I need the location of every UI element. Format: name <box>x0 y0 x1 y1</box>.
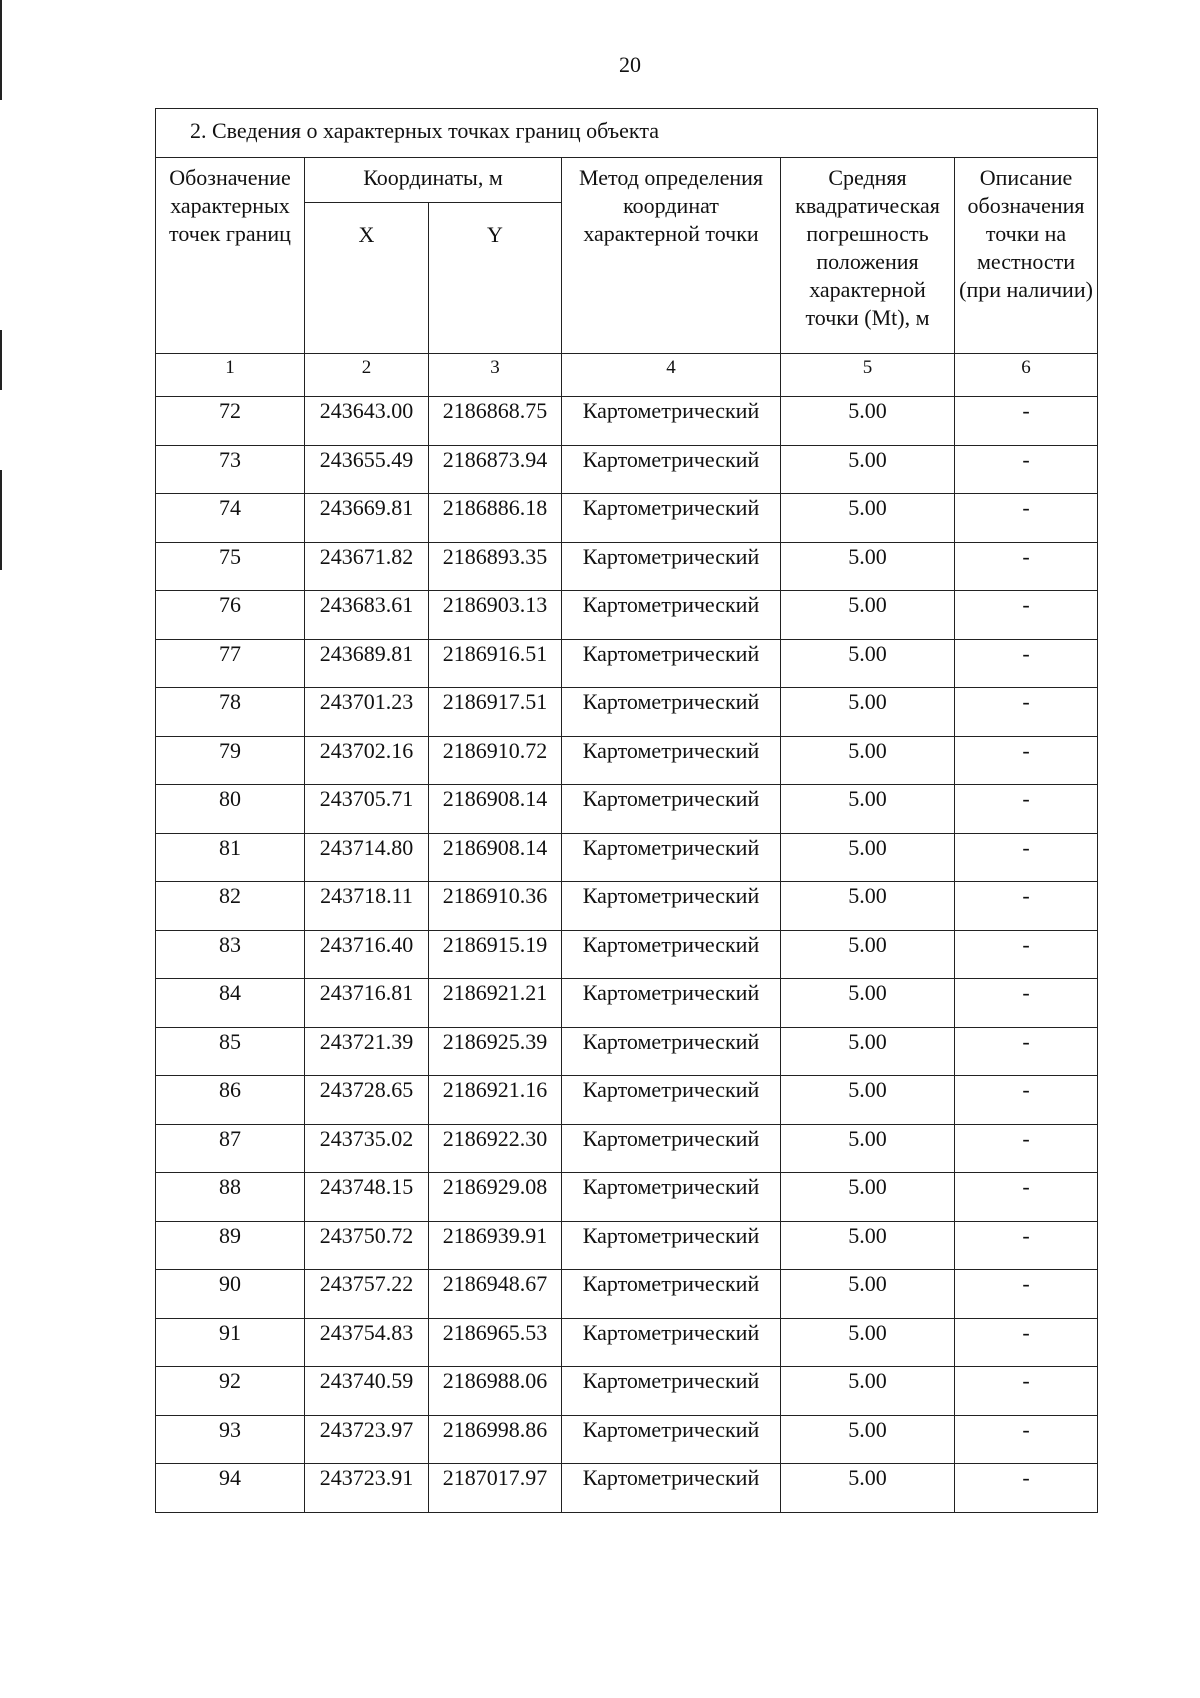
cell-description: - <box>955 445 1098 494</box>
cell-description: - <box>955 688 1098 737</box>
cell-description: - <box>955 639 1098 688</box>
cell-method: Картометрический <box>562 445 781 494</box>
cell-error: 5.00 <box>781 1027 955 1076</box>
cell-point-id: 84 <box>156 979 305 1028</box>
header-y: Y <box>429 203 562 354</box>
cell-point-id: 76 <box>156 591 305 640</box>
cell-point-id: 87 <box>156 1124 305 1173</box>
cell-point-id: 82 <box>156 882 305 931</box>
cell-method: Картометрический <box>562 1221 781 1270</box>
column-number: 3 <box>429 354 562 397</box>
cell-y: 2186908.14 <box>429 833 562 882</box>
cell-method: Картометрический <box>562 1415 781 1464</box>
cell-y: 2187017.97 <box>429 1464 562 1513</box>
cell-error: 5.00 <box>781 1367 955 1416</box>
cell-x: 243683.61 <box>305 591 429 640</box>
cell-description: - <box>955 1221 1098 1270</box>
cell-point-id: 83 <box>156 930 305 979</box>
table-row <box>156 1173 1098 1222</box>
table-row <box>156 1367 1098 1416</box>
cell-description: - <box>955 1124 1098 1173</box>
cell-method: Картометрический <box>562 785 781 834</box>
cell-method: Картометрический <box>562 639 781 688</box>
header-x: X <box>305 203 429 354</box>
cell-point-id: 77 <box>156 639 305 688</box>
table-row <box>156 882 1098 931</box>
cell-x: 243740.59 <box>305 1367 429 1416</box>
cell-error: 5.00 <box>781 1415 955 1464</box>
cell-method: Картометрический <box>562 1076 781 1125</box>
cell-error: 5.00 <box>781 1173 955 1222</box>
cell-method: Картометрический <box>562 397 781 446</box>
cell-error: 5.00 <box>781 1318 955 1367</box>
cell-y: 2186939.91 <box>429 1221 562 1270</box>
cell-description: - <box>955 736 1098 785</box>
column-number: 4 <box>562 354 781 397</box>
table-title: 2. Сведения о характерных точках границ объекта <box>156 109 1098 158</box>
cell-error: 5.00 <box>781 688 955 737</box>
header-error: Средняя квадратическая погрешность положения характерной точки (Mt), м <box>781 158 955 354</box>
cell-error: 5.00 <box>781 494 955 543</box>
cell-method: Картометрический <box>562 979 781 1028</box>
cell-error: 5.00 <box>781 397 955 446</box>
cell-method: Картометрический <box>562 882 781 931</box>
cell-y: 2186988.06 <box>429 1367 562 1416</box>
cell-error: 5.00 <box>781 785 955 834</box>
cell-point-id: 92 <box>156 1367 305 1416</box>
cell-y: 2186908.14 <box>429 785 562 834</box>
table-row <box>156 833 1098 882</box>
cell-method: Картометрический <box>562 591 781 640</box>
cell-x: 243728.65 <box>305 1076 429 1125</box>
cell-x: 243701.23 <box>305 688 429 737</box>
header-description: Описание обозначения точки на местности (при наличии) <box>955 158 1098 354</box>
table-row <box>156 1221 1098 1270</box>
scan-edge-mark-middle <box>0 330 2 390</box>
cell-point-id: 74 <box>156 494 305 543</box>
cell-x: 243757.22 <box>305 1270 429 1319</box>
cell-method: Картометрический <box>562 930 781 979</box>
cell-y: 2186921.16 <box>429 1076 562 1125</box>
cell-y: 2186915.19 <box>429 930 562 979</box>
table-row <box>156 1318 1098 1367</box>
cell-description: - <box>955 397 1098 446</box>
cell-description: - <box>955 1367 1098 1416</box>
cell-y: 2186916.51 <box>429 639 562 688</box>
cell-x: 243705.71 <box>305 785 429 834</box>
cell-x: 243723.91 <box>305 1464 429 1513</box>
table-row <box>156 494 1098 543</box>
cell-description: - <box>955 1173 1098 1222</box>
cell-y: 2186929.08 <box>429 1173 562 1222</box>
cell-method: Картометрический <box>562 833 781 882</box>
page-number: 20 <box>619 52 641 77</box>
cell-point-id: 89 <box>156 1221 305 1270</box>
cell-error: 5.00 <box>781 1270 955 1319</box>
cell-point-id: 80 <box>156 785 305 834</box>
scan-edge-mark-lower <box>0 470 2 570</box>
table-row <box>156 1464 1098 1513</box>
cell-error: 5.00 <box>781 639 955 688</box>
cell-y: 2186910.36 <box>429 882 562 931</box>
cell-error: 5.00 <box>781 736 955 785</box>
cell-x: 243716.40 <box>305 930 429 979</box>
header-row <box>156 158 1098 203</box>
cell-error: 5.00 <box>781 1076 955 1125</box>
cell-x: 243702.16 <box>305 736 429 785</box>
cell-x: 243750.72 <box>305 1221 429 1270</box>
cell-description: - <box>955 1076 1098 1125</box>
table-title-row <box>156 109 1098 158</box>
header-designation: Обозначение характерных точек границ <box>156 158 305 354</box>
table-row <box>156 979 1098 1028</box>
cell-error: 5.00 <box>781 833 955 882</box>
boundary-points-table <box>155 108 1098 1513</box>
cell-description: - <box>955 979 1098 1028</box>
table-row <box>156 1415 1098 1464</box>
cell-error: 5.00 <box>781 930 955 979</box>
table-row <box>156 1076 1098 1125</box>
cell-method: Картометрический <box>562 736 781 785</box>
cell-description: - <box>955 833 1098 882</box>
table-row <box>156 542 1098 591</box>
cell-y: 2186998.86 <box>429 1415 562 1464</box>
cell-point-id: 79 <box>156 736 305 785</box>
cell-y: 2186965.53 <box>429 1318 562 1367</box>
cell-description: - <box>955 1027 1098 1076</box>
cell-description: - <box>955 1318 1098 1367</box>
table-row <box>156 688 1098 737</box>
cell-description: - <box>955 1415 1098 1464</box>
cell-description: - <box>955 882 1098 931</box>
table-row <box>156 1124 1098 1173</box>
cell-y: 2186886.18 <box>429 494 562 543</box>
cell-y: 2186868.75 <box>429 397 562 446</box>
table-row <box>156 930 1098 979</box>
cell-point-id: 94 <box>156 1464 305 1513</box>
cell-x: 243735.02 <box>305 1124 429 1173</box>
cell-method: Картометрический <box>562 1173 781 1222</box>
cell-point-id: 91 <box>156 1318 305 1367</box>
cell-x: 243718.11 <box>305 882 429 931</box>
cell-y: 2186925.39 <box>429 1027 562 1076</box>
cell-point-id: 73 <box>156 445 305 494</box>
cell-y: 2186903.13 <box>429 591 562 640</box>
cell-method: Картометрический <box>562 1464 781 1513</box>
cell-error: 5.00 <box>781 542 955 591</box>
cell-description: - <box>955 591 1098 640</box>
cell-x: 243689.81 <box>305 639 429 688</box>
cell-method: Картометрический <box>562 1367 781 1416</box>
cell-description: - <box>955 785 1098 834</box>
cell-x: 243754.83 <box>305 1318 429 1367</box>
cell-x: 243723.97 <box>305 1415 429 1464</box>
cell-error: 5.00 <box>781 591 955 640</box>
cell-y: 2186922.30 <box>429 1124 562 1173</box>
column-number: 6 <box>955 354 1098 397</box>
cell-method: Картометрический <box>562 688 781 737</box>
column-number: 1 <box>156 354 305 397</box>
cell-y: 2186921.21 <box>429 979 562 1028</box>
cell-point-id: 78 <box>156 688 305 737</box>
cell-description: - <box>955 1464 1098 1513</box>
cell-y: 2186948.67 <box>429 1270 562 1319</box>
cell-description: - <box>955 930 1098 979</box>
table-row <box>156 445 1098 494</box>
cell-x: 243721.39 <box>305 1027 429 1076</box>
cell-x: 243716.81 <box>305 979 429 1028</box>
cell-method: Картометрический <box>562 1124 781 1173</box>
table-row <box>156 591 1098 640</box>
table-row <box>156 639 1098 688</box>
cell-point-id: 81 <box>156 833 305 882</box>
cell-y: 2186910.72 <box>429 736 562 785</box>
cell-x: 243655.49 <box>305 445 429 494</box>
cell-description: - <box>955 1270 1098 1319</box>
cell-x: 243671.82 <box>305 542 429 591</box>
table-row <box>156 397 1098 446</box>
cell-point-id: 90 <box>156 1270 305 1319</box>
cell-point-id: 85 <box>156 1027 305 1076</box>
cell-method: Картометрический <box>562 1270 781 1319</box>
scan-edge-mark-top <box>0 0 2 100</box>
cell-method: Картометрический <box>562 542 781 591</box>
cell-point-id: 75 <box>156 542 305 591</box>
cell-method: Картометрический <box>562 1027 781 1076</box>
cell-error: 5.00 <box>781 1221 955 1270</box>
cell-error: 5.00 <box>781 1464 955 1513</box>
cell-x: 243669.81 <box>305 494 429 543</box>
cell-point-id: 72 <box>156 397 305 446</box>
cell-point-id: 93 <box>156 1415 305 1464</box>
cell-method: Картометрический <box>562 1318 781 1367</box>
cell-point-id: 86 <box>156 1076 305 1125</box>
cell-x: 243714.80 <box>305 833 429 882</box>
cell-x: 243643.00 <box>305 397 429 446</box>
cell-error: 5.00 <box>781 1124 955 1173</box>
table-row <box>156 1270 1098 1319</box>
table-row <box>156 1027 1098 1076</box>
cell-description: - <box>955 494 1098 543</box>
column-number: 2 <box>305 354 429 397</box>
cell-error: 5.00 <box>781 882 955 931</box>
cell-description: - <box>955 542 1098 591</box>
header-coordinates: Координаты, м <box>305 158 562 203</box>
cell-point-id: 88 <box>156 1173 305 1222</box>
cell-y: 2186873.94 <box>429 445 562 494</box>
cell-x: 243748.15 <box>305 1173 429 1222</box>
cell-error: 5.00 <box>781 979 955 1028</box>
table-row <box>156 736 1098 785</box>
cell-y: 2186893.35 <box>429 542 562 591</box>
cell-error: 5.00 <box>781 445 955 494</box>
cell-method: Картометрический <box>562 494 781 543</box>
column-number-row <box>156 354 1098 397</box>
table-row <box>156 785 1098 834</box>
cell-y: 2186917.51 <box>429 688 562 737</box>
header-method: Метод определения координат характерной точки <box>562 158 781 354</box>
column-number: 5 <box>781 354 955 397</box>
